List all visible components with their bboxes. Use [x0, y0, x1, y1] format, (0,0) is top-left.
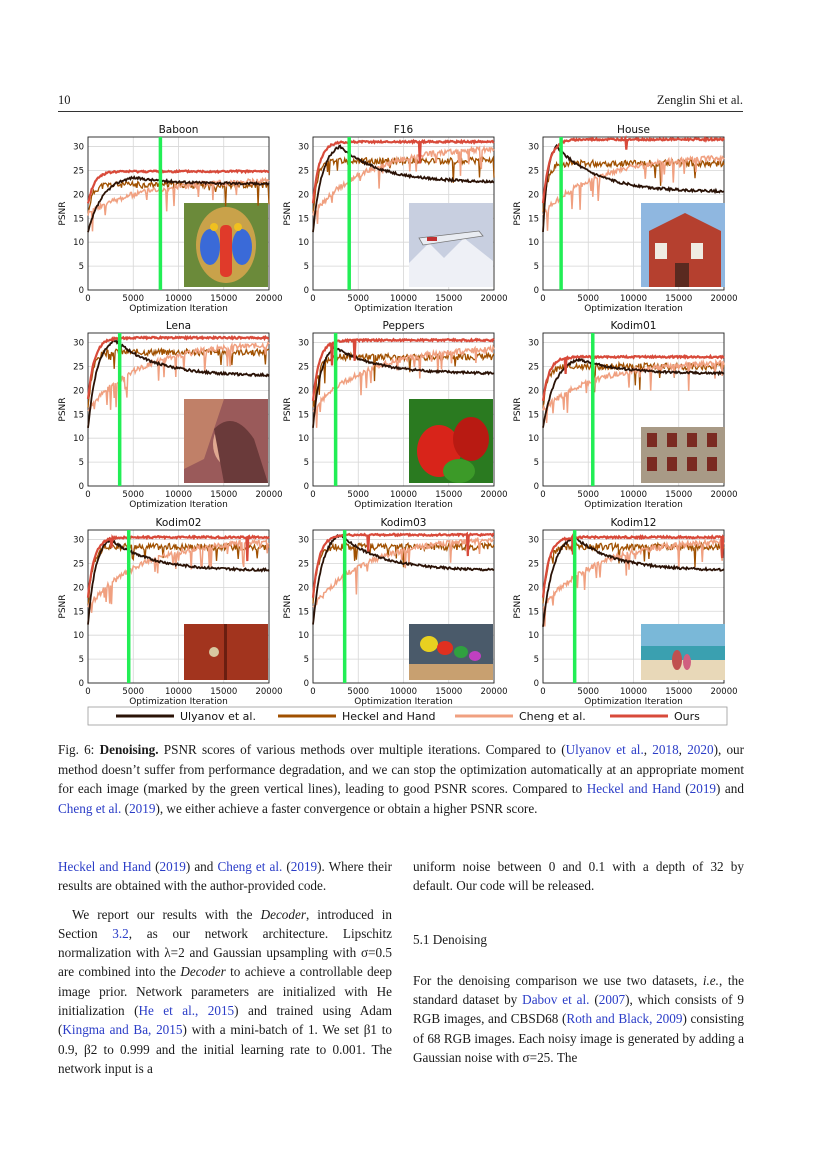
y-tick-label: 25	[73, 166, 84, 177]
y-tick-label: 0	[303, 482, 309, 492]
y-tick-label: 5	[533, 655, 539, 666]
text: ) and	[185, 859, 218, 874]
panel-lena	[58, 320, 283, 510]
y-tick-label: 5	[78, 458, 84, 469]
cite-link[interactable]: 2007	[598, 992, 626, 1008]
text: For the denoising comparison we use two datasets,	[413, 972, 703, 988]
left-column	[58, 857, 392, 1078]
y-tick-label: 15	[73, 214, 84, 225]
cite-link[interactable]: 2018	[652, 742, 679, 757]
thumbnail-image	[409, 203, 493, 287]
caption-text: ,	[643, 742, 653, 757]
thumb-cheek	[200, 229, 220, 265]
cite-link[interactable]: Heckel and Hand	[58, 859, 152, 874]
thumb-cheek	[232, 229, 252, 265]
text: ) consisting of 68 RGB images. Each noisy image is generated by adding a Gaussian noise with σ=25. The	[413, 1011, 744, 1066]
x-axis-label: Optimization Iteration	[354, 304, 453, 314]
x-axis-label: Optimization Iteration	[354, 500, 453, 510]
x-tick-label: 10000	[389, 687, 418, 697]
x-tick-label: 15000	[210, 294, 238, 304]
panel-title: Peppers	[382, 320, 425, 332]
x-tick-label: 0	[540, 687, 546, 697]
thumb-person	[672, 650, 682, 670]
x-tick-label: 20000	[710, 294, 738, 304]
cite-link[interactable]: 2019	[689, 781, 717, 797]
y-tick-label: 30	[298, 142, 309, 153]
section-link[interactable]: 3.2	[112, 925, 129, 941]
thumb-person	[683, 654, 691, 670]
y-tick-label: 20	[298, 583, 309, 594]
x-tick-label: 10000	[619, 294, 648, 304]
y-tick-label: 20	[528, 190, 539, 201]
caption-text: ), our method doesn’t suffer from performance degradation, and we can stop the optimization automatically at an appropriate moment for each image (marked by the green vertical lines), leading to good PSNR scores. Compared to	[58, 742, 745, 797]
y-axis-label: PSNR	[283, 201, 293, 226]
y-tick-label: 10	[73, 238, 84, 249]
x-tick-label: 20000	[255, 490, 283, 500]
x-tick-label: 15000	[665, 687, 693, 697]
cite-link[interactable]: Cheng et al.	[58, 800, 122, 816]
x-tick-label: 15000	[210, 490, 238, 500]
y-tick-label: 5	[303, 262, 309, 273]
x-axis-label: Optimization Iteration	[584, 500, 683, 510]
y-tick-label: 5	[533, 262, 539, 273]
x-tick-label: 20000	[710, 490, 738, 500]
x-tick-label: 10000	[389, 294, 418, 304]
y-tick-label: 25	[528, 166, 539, 177]
text: We report our results with the	[72, 906, 261, 922]
thumb-window	[655, 243, 667, 259]
emphasis: Decoder	[260, 906, 306, 922]
legend-entry: Ours	[674, 710, 700, 723]
x-tick-label: 5000	[122, 687, 145, 697]
cite-link[interactable]: Dabov et al.	[522, 992, 590, 1008]
x-tick-label: 10000	[619, 687, 648, 697]
y-tick-label: 0	[78, 679, 84, 689]
x-tick-label: 5000	[347, 294, 370, 304]
panel-title: Lena	[165, 320, 192, 332]
thumb-sky	[641, 624, 725, 646]
paragraph: uniform noise between 0 and 0.1 with a depth of 32 by default. Our code will be released.	[413, 859, 744, 894]
y-axis-label: PSNR	[58, 201, 68, 226]
y-tick-label: 0	[303, 286, 309, 296]
x-tick-label: 10000	[164, 687, 193, 697]
y-tick-label: 15	[528, 214, 539, 225]
panel-kodim12	[513, 517, 738, 707]
text: , introduced in Section	[58, 906, 393, 941]
thumbnail-image	[184, 399, 268, 483]
y-tick-label: 20	[73, 190, 84, 201]
panel-house	[513, 124, 738, 314]
y-axis-label: PSNR	[58, 594, 68, 619]
x-tick-label: 20000	[255, 294, 283, 304]
cite-link[interactable]: Heckel and Hand	[586, 781, 681, 797]
thumb-shutter	[687, 433, 697, 447]
panel-title: Kodim01	[610, 320, 657, 332]
text: , as our network architecture. Lipschitz normalization with λ=2 and Gaussian upsampling with σ=0.5 are combined into the	[58, 925, 392, 980]
thumbnail-image	[641, 203, 725, 287]
x-tick-label: 10000	[164, 294, 193, 304]
y-axis-label: PSNR	[513, 594, 523, 619]
thumb-door	[675, 263, 689, 287]
thumb-window	[691, 243, 703, 259]
y-tick-label: 20	[298, 190, 309, 201]
y-axis-label: PSNR	[513, 201, 523, 226]
x-tick-label: 0	[310, 687, 316, 697]
x-tick-label: 0	[85, 490, 91, 500]
cite-link[interactable]: He et al., 2015	[138, 1003, 235, 1019]
x-tick-label: 15000	[435, 294, 463, 304]
text: to achieve a controllable deep image prior. Network parameters are initialized with He initialization (	[58, 964, 392, 1019]
x-tick-label: 20000	[710, 687, 738, 697]
x-tick-label: 10000	[619, 490, 648, 500]
y-tick-label: 30	[528, 535, 539, 546]
text: (	[151, 859, 160, 874]
caption-text: ,	[678, 742, 688, 757]
caption-text: (	[680, 781, 690, 797]
panel-title: Baboon	[158, 124, 199, 136]
panel-kodim03	[283, 517, 508, 707]
y-tick-label: 10	[73, 434, 84, 445]
thumb-hat	[469, 651, 481, 661]
x-tick-label: 0	[310, 490, 316, 500]
panel-title: F16	[393, 124, 414, 136]
x-tick-label: 15000	[665, 294, 693, 304]
legend-entry: Ulyanov et al.	[180, 710, 256, 723]
text: , the standard dataset by	[413, 972, 744, 1008]
legend-entry: Cheng et al.	[519, 710, 586, 723]
y-tick-label: 25	[73, 559, 84, 570]
y-tick-label: 15	[528, 410, 539, 421]
y-tick-label: 30	[298, 535, 309, 546]
text: (	[282, 859, 291, 874]
thumb-shutter	[647, 457, 657, 471]
y-tick-label: 0	[533, 482, 539, 492]
x-tick-label: 10000	[389, 490, 418, 500]
y-tick-label: 10	[528, 434, 539, 445]
x-tick-label: 0	[85, 687, 91, 697]
caption-text: (	[121, 800, 130, 816]
x-tick-label: 5000	[347, 490, 370, 500]
thumbnail-image	[184, 624, 268, 680]
y-tick-label: 20	[528, 583, 539, 594]
x-tick-label: 20000	[255, 687, 283, 697]
y-tick-label: 10	[298, 631, 309, 642]
thumb-knob	[209, 647, 219, 657]
y-tick-label: 15	[73, 410, 84, 421]
text: ). Where their results are obtained with the author-provided code.	[58, 859, 392, 894]
y-tick-label: 15	[73, 607, 84, 618]
x-tick-label: 15000	[435, 687, 463, 697]
panel-peppers	[283, 320, 508, 510]
y-tick-label: 10	[73, 631, 84, 642]
text: (	[589, 992, 599, 1008]
thumb-sea	[641, 646, 725, 660]
caption-label: Fig. 6:	[58, 742, 95, 757]
y-tick-label: 25	[298, 166, 309, 177]
x-tick-label: 20000	[480, 490, 508, 500]
x-tick-label: 5000	[122, 490, 145, 500]
paragraph	[58, 905, 392, 1079]
thumb-pepper	[453, 417, 489, 461]
y-tick-label: 25	[298, 559, 309, 570]
x-tick-label: 20000	[480, 294, 508, 304]
y-tick-label: 0	[303, 679, 309, 689]
y-tick-label: 0	[78, 482, 84, 492]
legend	[88, 707, 727, 725]
x-tick-label: 5000	[347, 687, 370, 697]
right-column	[413, 857, 744, 1067]
cite-link[interactable]: Roth and Black, 2009	[566, 1011, 683, 1027]
thumb-shutter	[707, 457, 717, 471]
panel-title: House	[617, 124, 650, 136]
cite-link[interactable]: 2020	[687, 742, 714, 757]
x-tick-label: 5000	[577, 687, 600, 697]
y-tick-label: 25	[73, 362, 84, 373]
y-tick-label: 30	[528, 142, 539, 153]
cite-link[interactable]: Cheng et al.	[217, 859, 283, 874]
thumb-seam	[224, 624, 227, 680]
panel-title: Kodim03	[380, 517, 427, 529]
section-heading: 5.1 Denoising	[413, 931, 487, 947]
y-tick-label: 20	[73, 386, 84, 397]
y-tick-label: 15	[298, 410, 309, 421]
y-tick-label: 5	[303, 655, 309, 666]
y-axis-label: PSNR	[283, 594, 293, 619]
x-tick-label: 15000	[435, 490, 463, 500]
text: ) and trained using Adam (	[58, 1003, 392, 1038]
panel-f16	[283, 124, 508, 314]
y-tick-label: 30	[73, 338, 84, 349]
y-tick-label: 5	[78, 655, 84, 666]
x-tick-label: 5000	[122, 294, 145, 304]
x-tick-label: 15000	[210, 687, 238, 697]
thumb-eye	[210, 223, 218, 231]
emphasis: Decoder	[180, 964, 226, 980]
caption-bold: Denoising.	[99, 742, 159, 757]
panel-baboon	[58, 124, 283, 314]
x-axis-label: Optimization Iteration	[129, 697, 228, 707]
thumb-shutter	[667, 433, 677, 447]
panel-kodim02	[58, 517, 283, 707]
thumb-hat	[437, 641, 453, 655]
thumb-eye	[234, 223, 242, 231]
emphasis: i.e.	[702, 972, 719, 988]
x-tick-label: 0	[85, 294, 91, 304]
x-tick-label: 5000	[577, 490, 600, 500]
panel-title: Kodim02	[155, 517, 202, 529]
thumbnail-image	[184, 203, 268, 287]
y-tick-label: 5	[303, 458, 309, 469]
cite-link[interactable]: Ulyanov et al.	[565, 742, 644, 757]
y-tick-label: 25	[528, 559, 539, 570]
y-tick-label: 30	[298, 338, 309, 349]
y-axis-label: PSNR	[58, 397, 68, 422]
x-tick-label: 5000	[577, 294, 600, 304]
y-tick-label: 20	[528, 386, 539, 397]
y-tick-label: 25	[528, 362, 539, 373]
y-tick-label: 15	[298, 607, 309, 618]
thumbnail-image	[641, 624, 725, 680]
y-tick-label: 20	[298, 386, 309, 397]
y-tick-label: 30	[73, 142, 84, 153]
thumb-shutter	[647, 433, 657, 447]
thumb-hat	[420, 636, 438, 652]
x-tick-label: 0	[310, 294, 316, 304]
thumb-shutter	[707, 433, 717, 447]
y-axis-label: PSNR	[513, 397, 523, 422]
x-tick-label: 0	[540, 490, 546, 500]
paragraph	[58, 857, 392, 896]
x-tick-label: 0	[540, 294, 546, 304]
x-axis-label: Optimization Iteration	[584, 304, 683, 314]
y-tick-label: 10	[298, 238, 309, 249]
thumb-sand	[641, 660, 725, 680]
thumb-pepper	[443, 459, 475, 483]
legend-entry: Heckel and Hand	[342, 710, 436, 723]
cite-link[interactable]: 2019	[159, 859, 186, 874]
cite-link[interactable]: 2019	[290, 859, 318, 874]
y-tick-label: 0	[78, 286, 84, 296]
y-tick-label: 10	[298, 434, 309, 445]
page-number: 10	[58, 93, 71, 107]
panel-kodim01	[513, 320, 738, 510]
y-tick-label: 10	[528, 631, 539, 642]
y-tick-label: 10	[528, 238, 539, 249]
y-tick-label: 20	[73, 583, 84, 594]
x-axis-label: Optimization Iteration	[129, 304, 228, 314]
y-tick-label: 15	[528, 607, 539, 618]
cite-link[interactable]: 2019	[129, 800, 156, 816]
figure-caption	[58, 740, 744, 818]
y-tick-label: 30	[528, 338, 539, 349]
text: ), which consists of 9 RGB images, and CBSD68 (	[413, 992, 744, 1027]
y-axis-label: PSNR	[283, 397, 293, 422]
y-tick-label: 25	[298, 362, 309, 373]
thumb-hat	[454, 646, 468, 658]
thumb-ground	[409, 664, 493, 680]
thumb-mark	[427, 237, 437, 241]
panel-title: Kodim12	[610, 517, 657, 529]
x-axis-label: Optimization Iteration	[584, 697, 683, 707]
x-axis-label: Optimization Iteration	[354, 697, 453, 707]
thumb-shutter	[687, 457, 697, 471]
y-tick-label: 30	[73, 535, 84, 546]
caption-text: ), we either achieve a faster convergence or obtain a higher PSNR score.	[155, 800, 538, 816]
y-tick-label: 0	[533, 286, 539, 296]
caption-text: PSNR scores of various methods over multiple iterations. Compared to (	[158, 742, 566, 757]
thumbnail-image	[409, 399, 493, 483]
x-tick-label: 20000	[480, 687, 508, 697]
x-tick-label: 15000	[665, 490, 693, 500]
y-tick-label: 5	[533, 458, 539, 469]
thumbnail-image	[409, 624, 493, 680]
running-header-authors: Zenglin Shi et al.	[656, 93, 743, 107]
y-tick-label: 15	[298, 214, 309, 225]
x-axis-label: Optimization Iteration	[129, 500, 228, 510]
caption-text: ) and	[716, 781, 744, 797]
y-tick-label: 5	[78, 262, 84, 273]
x-tick-label: 10000	[164, 490, 193, 500]
thumb-nose	[220, 225, 232, 277]
y-tick-label: 0	[533, 679, 539, 689]
paragraph	[413, 971, 744, 1067]
cite-link[interactable]: Kingma and Ba, 2015	[62, 1022, 183, 1038]
thumb-shutter	[667, 457, 677, 471]
thumbnail-image	[641, 427, 725, 483]
text: ) with a mini-batch of 1. We set β1 to 0.9, β2 to 0.999 and the initial learning rate to 0.001. The network input is a	[58, 1022, 392, 1076]
